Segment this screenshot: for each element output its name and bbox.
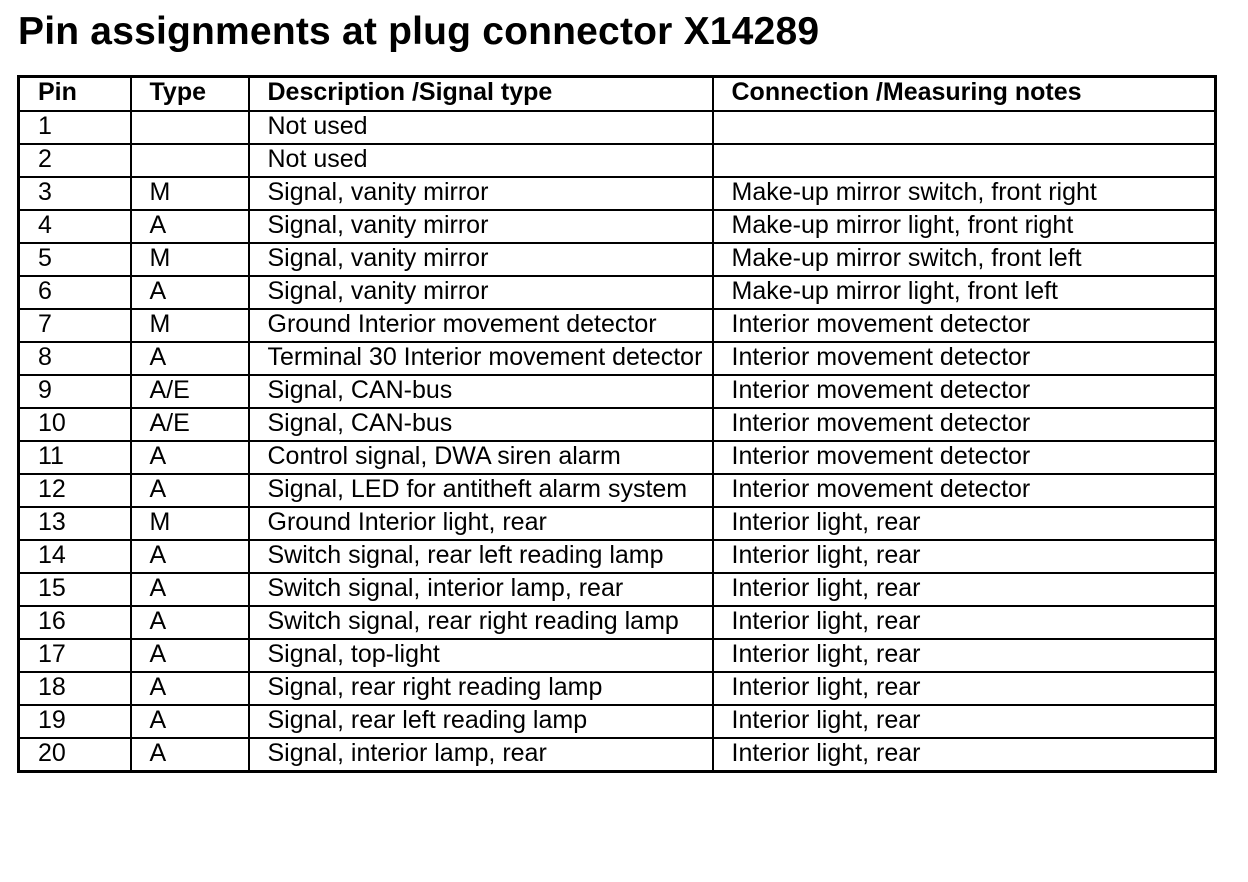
cell-type — [131, 144, 249, 177]
cell-description: Signal, vanity mirror — [249, 243, 713, 276]
cell-description: Not used — [249, 111, 713, 144]
table-row — [19, 705, 1216, 738]
cell-type: A/E — [131, 408, 249, 441]
table-row — [19, 309, 1216, 342]
cell-pin: 16 — [19, 606, 131, 639]
cell-pin: 9 — [19, 375, 131, 408]
table-row — [19, 276, 1216, 309]
table-row — [19, 111, 1216, 144]
cell-pin: 17 — [19, 639, 131, 672]
table-row — [19, 639, 1216, 672]
cell-type: M — [131, 177, 249, 210]
cell-notes — [713, 144, 1216, 177]
cell-type: A — [131, 672, 249, 705]
cell-pin: 6 — [19, 276, 131, 309]
cell-notes — [713, 111, 1216, 144]
cell-description: Signal, rear left reading lamp — [249, 705, 713, 738]
cell-pin: 7 — [19, 309, 131, 342]
header-pin: Pin — [19, 77, 131, 112]
cell-pin: 15 — [19, 573, 131, 606]
table-row — [19, 342, 1216, 375]
cell-pin: 20 — [19, 738, 131, 772]
header-type: Type — [131, 77, 249, 112]
cell-notes: Interior light, rear — [713, 738, 1216, 772]
cell-notes: Make-up mirror switch, front left — [713, 243, 1216, 276]
cell-pin: 2 — [19, 144, 131, 177]
cell-notes: Interior light, rear — [713, 573, 1216, 606]
cell-description: Switch signal, rear right reading lamp — [249, 606, 713, 639]
table-row — [19, 507, 1216, 540]
cell-description: Switch signal, rear left reading lamp — [249, 540, 713, 573]
cell-description: Signal, LED for antitheft alarm system — [249, 474, 713, 507]
cell-description: Not used — [249, 144, 713, 177]
cell-pin: 3 — [19, 177, 131, 210]
cell-notes: Interior movement detector — [713, 474, 1216, 507]
table-row — [19, 375, 1216, 408]
cell-notes: Interior light, rear — [713, 705, 1216, 738]
table-row — [19, 210, 1216, 243]
table-row — [19, 540, 1216, 573]
cell-notes: Make-up mirror light, front right — [713, 210, 1216, 243]
cell-description: Ground Interior movement detector — [249, 309, 713, 342]
cell-type: M — [131, 309, 249, 342]
cell-type: A — [131, 573, 249, 606]
cell-type: A — [131, 606, 249, 639]
table-row — [19, 243, 1216, 276]
cell-notes: Interior movement detector — [713, 375, 1216, 408]
cell-pin: 11 — [19, 441, 131, 474]
cell-pin: 13 — [19, 507, 131, 540]
cell-pin: 8 — [19, 342, 131, 375]
cell-type: A — [131, 738, 249, 772]
table-row — [19, 672, 1216, 705]
cell-description: Ground Interior light, rear — [249, 507, 713, 540]
cell-type — [131, 111, 249, 144]
cell-pin: 14 — [19, 540, 131, 573]
cell-notes: Interior movement detector — [713, 441, 1216, 474]
cell-type: A — [131, 474, 249, 507]
header-notes: Connection /Measuring notes — [713, 77, 1216, 112]
cell-description: Signal, CAN-bus — [249, 408, 713, 441]
cell-description: Signal, vanity mirror — [249, 276, 713, 309]
cell-description: Signal, rear right reading lamp — [249, 672, 713, 705]
cell-type: A — [131, 276, 249, 309]
cell-type: A — [131, 540, 249, 573]
cell-description: Signal, CAN-bus — [249, 375, 713, 408]
cell-notes: Interior movement detector — [713, 342, 1216, 375]
cell-type: A — [131, 705, 249, 738]
table-row — [19, 606, 1216, 639]
cell-notes: Make-up mirror light, front left — [713, 276, 1216, 309]
cell-pin: 12 — [19, 474, 131, 507]
cell-type: A — [131, 210, 249, 243]
table-row — [19, 177, 1216, 210]
table-row — [19, 474, 1216, 507]
cell-pin: 18 — [19, 672, 131, 705]
cell-description: Signal, interior lamp, rear — [249, 738, 713, 772]
cell-type: A — [131, 441, 249, 474]
cell-notes: Interior light, rear — [713, 639, 1216, 672]
table-row — [19, 573, 1216, 606]
cell-type: M — [131, 507, 249, 540]
cell-notes: Interior light, rear — [713, 507, 1216, 540]
cell-description: Terminal 30 Interior movement detector — [249, 342, 713, 375]
cell-type: A/E — [131, 375, 249, 408]
table-row — [19, 738, 1216, 772]
cell-pin: 10 — [19, 408, 131, 441]
cell-description: Control signal, DWA siren alarm — [249, 441, 713, 474]
pin-assignment-table — [17, 75, 1217, 773]
cell-pin: 4 — [19, 210, 131, 243]
cell-notes: Interior movement detector — [713, 309, 1216, 342]
cell-pin: 1 — [19, 111, 131, 144]
cell-type: M — [131, 243, 249, 276]
table-header-row — [19, 77, 1216, 112]
cell-notes: Interior movement detector — [713, 408, 1216, 441]
cell-pin: 5 — [19, 243, 131, 276]
cell-notes: Interior light, rear — [713, 540, 1216, 573]
cell-description: Signal, vanity mirror — [249, 177, 713, 210]
header-description: Description /Signal type — [249, 77, 713, 112]
cell-notes: Make-up mirror switch, front right — [713, 177, 1216, 210]
table-row — [19, 408, 1216, 441]
cell-description: Signal, vanity mirror — [249, 210, 713, 243]
cell-notes: Interior light, rear — [713, 672, 1216, 705]
cell-type: A — [131, 342, 249, 375]
cell-description: Signal, top-light — [249, 639, 713, 672]
table-row — [19, 441, 1216, 474]
cell-description: Switch signal, interior lamp, rear — [249, 573, 713, 606]
cell-pin: 19 — [19, 705, 131, 738]
cell-type: A — [131, 639, 249, 672]
table-row — [19, 144, 1216, 177]
page-title: Pin assignments at plug connector X14289 — [18, 10, 820, 53]
cell-notes: Interior light, rear — [713, 606, 1216, 639]
table-body — [19, 111, 1216, 772]
